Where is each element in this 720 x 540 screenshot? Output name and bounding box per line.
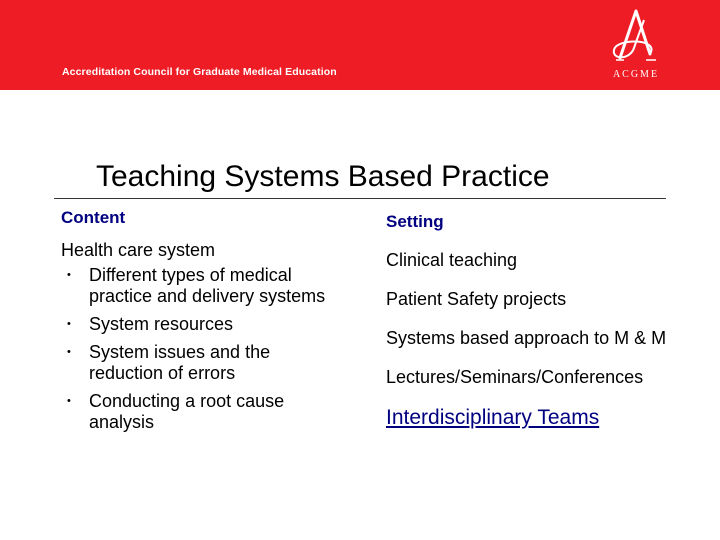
content-column (61, 240, 331, 440)
content-bullet-list (61, 265, 331, 433)
header-banner (0, 0, 720, 90)
content-lead: Health care system (61, 240, 216, 260)
bullet-icon: • (67, 318, 71, 330)
setting-item: Patient Safety projects (386, 289, 567, 309)
setting-item: Systems based approach to M & M (386, 328, 667, 348)
content-heading: Content (61, 208, 126, 227)
title-divider (54, 198, 666, 199)
acgme-a-logo-icon (600, 8, 672, 68)
slide-title: Teaching Systems Based Practice (96, 160, 550, 193)
list-item: • Different types of medical practice and delivery systems (67, 265, 326, 306)
setting-heading: Setting (386, 212, 444, 231)
org-name: Accreditation Council for Graduate Medical Education (62, 66, 337, 78)
logo-text: ACGME (612, 69, 660, 80)
list-item: • System issues and the reduction of errors (67, 342, 271, 383)
interdisciplinary-teams-link[interactable]: Interdisciplinary Teams (386, 406, 600, 429)
bullet-icon: • (67, 269, 71, 281)
setting-item: Clinical teaching (386, 250, 518, 270)
list-item: • Conducting a root cause analysis (67, 391, 285, 432)
acgme-logo (600, 8, 672, 82)
bullet-icon: • (67, 395, 71, 407)
list-item: • System resources (67, 314, 234, 334)
bullet-icon: • (67, 346, 71, 358)
setting-item: Lectures/Seminars/Conferences (386, 367, 644, 387)
